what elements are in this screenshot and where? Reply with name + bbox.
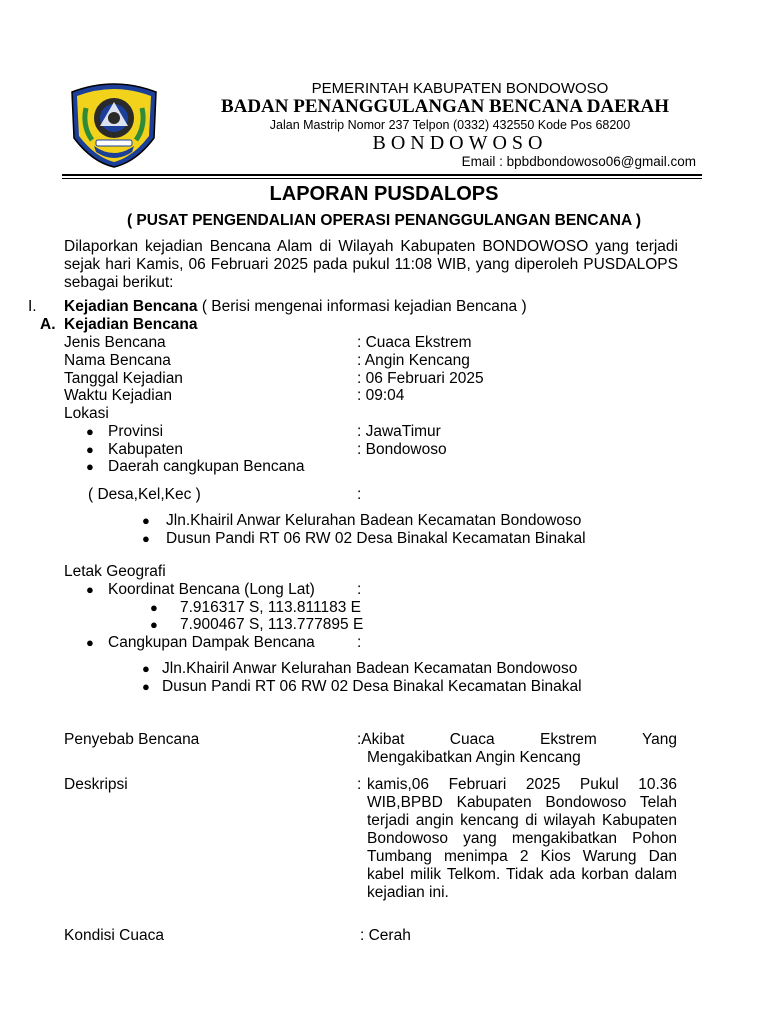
bullet-icon: ● [86,635,94,650]
koordinat-label: Koordinat Bencana (Long Lat) [108,581,315,598]
bpbd-logo [66,78,162,168]
deskripsi-colon: : [357,776,362,793]
dampak-label: Cangkupan Dampak Bencana [108,634,315,651]
lokasi-label: Lokasi [64,405,109,422]
bullet-icon: ● [142,531,150,546]
penyebab-value-line1: :Akibat Cuaca Ekstrem Yang [357,731,677,748]
intro-paragraph: Dilaporkan kejadian Bencana Alam di Wilayah Kabupaten BONDOWOSO yang terjadi sejak hari Kamis, 06 Februari 2025 pada pukul 11:08 WIB, yang diperoleh PUSDALOPS sebagai berikut: [64,238,678,291]
jenis-value: : Cuaca Ekstrem [357,334,472,351]
bullet-icon: ● [150,600,158,615]
header-agency: BADAN PENANGGULANGAN BENCANA DAERAH [220,96,670,117]
desa-colon: : [357,486,362,503]
bullet-icon: ● [142,661,150,676]
provinsi-value: : JawaTimur [357,423,441,440]
header-divider-thin [62,178,702,179]
nama-label: Nama Bencana [64,352,171,369]
section-1-heading: Kejadian Bencana [64,298,198,315]
jenis-label: Jenis Bencana [64,334,166,351]
bullet-icon: ● [142,679,150,694]
daerah-item: Jln.Khairil Anwar Kelurahan Badean Kecamatan Bondowoso [166,512,582,529]
header-government: PEMERINTAH KABUPATEN BONDOWOSO [311,80,609,97]
header-email: Email : bpbdbondowoso06@gmail.com [461,154,696,169]
kabupaten-value: : Bondowoso [357,441,447,458]
letak-label: Letak Geografi [64,563,166,580]
section-1-number: I. [28,298,37,315]
header-address: Jalan Mastrip Nomor 237 Telpon (0332) 432550 Kode Pos 68200 [269,118,631,132]
penyebab-value-line2: Mengakibatkan Angin Kencang [367,749,581,766]
daerah-item: Dusun Pandi RT 06 RW 02 Desa Binakal Kecamatan Binakal [166,530,586,547]
koordinat-item: 7.900467 S, 113.777895 E [180,616,364,633]
bullet-icon: ● [86,424,94,439]
bullet-icon: ● [142,513,150,528]
dampak-item: Jln.Khairil Anwar Kelurahan Badean Kecamatan Bondowoso [162,660,578,677]
waktu-label: Waktu Kejadian [64,387,172,404]
kondisi-value: : Cerah [360,927,411,944]
penyebab-label: Penyebab Bencana [64,731,200,748]
daerah-label: Daerah cangkupan Bencana [108,458,305,475]
tanggal-label: Tanggal Kejadian [64,370,183,387]
nama-value: : Angin Kencang [357,352,470,369]
header-city: BONDOWOSO [372,132,548,154]
report-title: LAPORAN PUSDALOPS [269,183,499,205]
tanggal-value: : 06 Februari 2025 [357,370,484,387]
provinsi-label: Provinsi [108,423,164,440]
dampak-item: Dusun Pandi RT 06 RW 02 Desa Binakal Kecamatan Binakal [162,678,582,695]
kondisi-label: Kondisi Cuaca [64,927,164,944]
deskripsi-value: kamis,06 Februari 2025 Pukul 10.36 WIB,BPBD Kabupaten Bondowoso Telah terjadi angin kencang di wilayah Kabupaten Bondowoso yang mengakibatkan Pohon Tumbang menimpa 2 Kios Warung Dan kabel milik Telkom. Tidak ada korban dalam kejadian ini. [367,776,677,901]
section-a-number: A. [40,316,56,333]
koordinat-colon: : [357,581,362,598]
waktu-value: : 09:04 [357,387,405,404]
section-a-heading: Kejadian Bencana [64,316,198,333]
bullet-icon: ● [86,459,94,474]
report-subtitle: ( PUSAT PENGENDALIAN OPERASI PENANGGULANGAN BENCANA ) [126,212,642,229]
kabupaten-label: Kabupaten [108,441,183,458]
section-1-heading-line [64,298,527,316]
koordinat-item: 7.916317 S, 113.811183 E [180,599,361,616]
bullet-icon: ● [86,442,94,457]
desa-label: ( Desa,Kel,Kec ) [88,486,201,503]
deskripsi-label: Deskripsi [64,776,128,793]
bullet-icon: ● [150,617,158,632]
bullet-icon: ● [86,582,94,597]
header-divider-thick [62,174,702,176]
section-1-note: ( Berisi mengenai informasi kejadian Bencana ) [197,298,527,315]
dampak-colon: : [357,634,362,651]
